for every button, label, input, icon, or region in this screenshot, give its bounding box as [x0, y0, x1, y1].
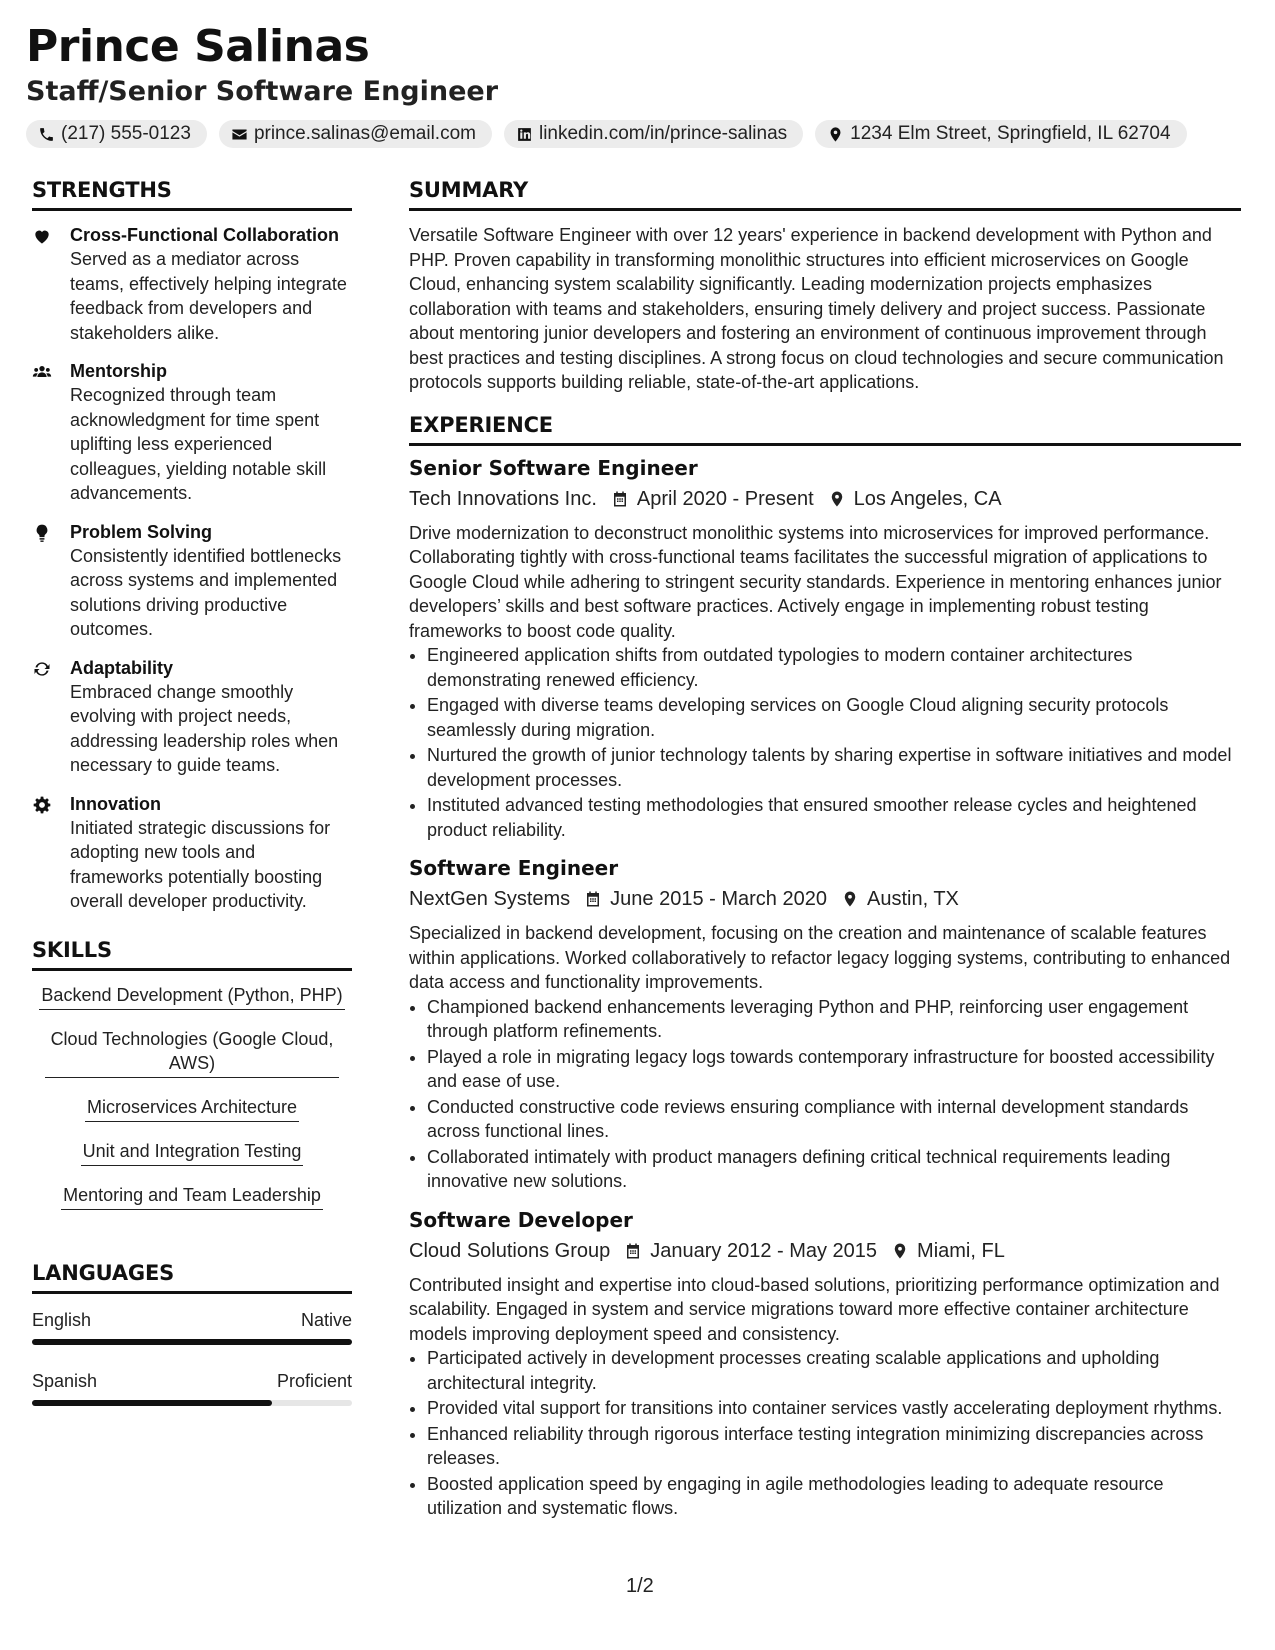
- contact-bar: [26, 120, 1256, 148]
- page-number: 1/2: [626, 1575, 654, 1597]
- strength-title: Innovation: [70, 793, 161, 814]
- contact-email-text: prince.salinas@email.com: [253, 123, 476, 144]
- summary-heading: SUMMARY: [409, 178, 1241, 211]
- job-dates: January 2012 - May 2015: [650, 1239, 878, 1262]
- contact-phone[interactable]: [26, 120, 207, 148]
- job-bullet: • Engineered application shifts from outdated typologies to modern container architectures demonstrating renewed efficiency.: [427, 643, 1241, 692]
- job-meta: [409, 485, 1241, 513]
- job-bullets: [409, 1346, 1241, 1521]
- job-title: Software Developer: [409, 1207, 633, 1232]
- job-description: Specialized in backend development, focusing on the creation and maintenance of scalable features within applications. Worked collaboratively to refactor legacy logging systems, contributing to enhanced data access and functionality improvements.: [409, 923, 1231, 992]
- strength-title: Mentorship: [70, 361, 167, 381]
- experience-heading: EXPERIENCE: [409, 413, 1241, 446]
- skill-tag: Cloud Technologies (Google Cloud, AWS): [45, 1027, 339, 1078]
- language-bar-fill: [32, 1339, 352, 1345]
- job-dates: April 2020 - Present: [636, 487, 814, 510]
- linkedin-icon: [516, 126, 533, 143]
- skill-tag: Backend Development (Python, PHP): [39, 983, 344, 1010]
- job-company: NextGen Systems: [409, 888, 571, 910]
- job-meta: [409, 885, 1241, 913]
- lightbulb-icon: [32, 523, 52, 543]
- contact-address-text: 1234 Elm Street, Springfield, IL 62704: [850, 123, 1171, 144]
- language-level: Proficient: [276, 1370, 352, 1391]
- contact-address: [815, 120, 1186, 148]
- job-entry: [409, 454, 1241, 843]
- right-column: [409, 178, 1241, 1533]
- skills-list: [32, 983, 352, 1227]
- strength-title: Problem Solving: [70, 521, 213, 542]
- strength-desc: Embraced change smoothly evolving with project needs, addressing leadership roles when necessary to guide teams.: [70, 681, 339, 775]
- language-name: English: [32, 1309, 92, 1330]
- strength-item: [32, 792, 352, 914]
- calendar-icon: [624, 1242, 642, 1260]
- job-location: Miami, FL: [917, 1239, 1005, 1262]
- job-location: Los Angeles, CA: [853, 487, 1002, 510]
- job-bullet: • Engaged with diverse teams developing services on Google Cloud aligning security protocols seamlessly during migration.: [427, 693, 1241, 742]
- summary-text: Versatile Software Engineer with over 12 years' experience in backend development with Python and PHP. Proven capability in transforming monolithic structures into efficient microservices on Google Cloud, enhancing system scalability significantly. Leading modernization projects emphasizes collaboration with teams and stakeholders, ensuring timely delivery and project success. Passionate about mentoring junior developers and fostering an environment of continuous improvement through best practices and testing disciplines. A strong focus on cloud technologies and secure communication protocols supports building reliable, state-of-the-art applications.: [409, 225, 1224, 392]
- job-bullet: • Enhanced reliability through rigorous interface testing integration minimizing discrepancies across releases.: [427, 1422, 1241, 1471]
- skill-tag: Mentoring and Team Leadership: [61, 1183, 323, 1210]
- skills-heading: SKILLS: [32, 938, 352, 971]
- strength-title: Adaptability: [70, 657, 174, 678]
- language-bar-fill: [32, 1400, 272, 1406]
- languages-heading: LANGUAGES: [32, 1261, 352, 1294]
- job-bullet: • Nurtured the growth of junior technology talents by sharing expertise in software initiatives and model development processes.: [427, 743, 1241, 792]
- job-bullet: • Conducted constructive code reviews ensuring compliance with internal development standards across functional lines.: [427, 1095, 1241, 1144]
- heart-icon: [32, 226, 52, 246]
- contact-linkedin-text: linkedin.com/in/prince-salinas: [538, 123, 788, 144]
- job-bullet: • Boosted application speed by engaging in agile methodologies leading to adequate resource utilization and systematic flows.: [427, 1472, 1241, 1521]
- calendar-icon: [584, 890, 602, 908]
- sync-icon: [32, 659, 52, 679]
- resume-header: [26, 20, 1256, 148]
- job-bullet: • Played a role in migrating legacy logs towards contemporary infrastructure for boosted accessibility and ease of use.: [427, 1045, 1241, 1094]
- strength-desc: Recognized through team acknowledgment for time spent uplifting less experienced colleagues, yielding notable skill advancements.: [70, 385, 327, 503]
- strength-item: [32, 359, 352, 506]
- job-description: Contributed insight and expertise into cloud-based solutions, prioritizing performance optimization and scalability. Engaged in system and service migrations toward more effective container architecture models improving deployment speed and consistency.: [409, 1274, 1220, 1344]
- job-bullets: [409, 995, 1241, 1194]
- contact-phone-text: (217) 555-0123: [61, 123, 191, 144]
- strength-title: Cross-Functional Collaboration: [70, 225, 340, 245]
- job-bullet: • Collaborated intimately with product managers defining critical technical requirements leading innovative new solutions.: [427, 1145, 1241, 1194]
- map-pin-icon: [841, 890, 859, 908]
- strengths-heading: STRENGTHS: [32, 178, 352, 211]
- strength-desc: Initiated strategic discussions for adopting new tools and frameworks potentially boosting overall developer productivity.: [70, 817, 331, 911]
- map-pin-icon: [891, 1242, 909, 1260]
- users-icon: [32, 362, 52, 382]
- strength-desc: Served as a mediator across teams, effectively helping integrate feedback from developers and stakeholders alike.: [70, 249, 347, 343]
- map-pin-icon: [828, 490, 846, 508]
- job-meta: [409, 1237, 1241, 1265]
- job-description: Drive modernization to deconstruct monolithic systems into microservices for improved performance. Collaborating tightly with cross-functional teams facilitates the successful migration of applications to Google Cloud while adhering to stringent security standards. Experience in mentoring enhances junior developers’ skills and best software practices. Actively engage in implementing robust testing frameworks to boost code quality.: [409, 522, 1222, 641]
- job-location: Austin, TX: [866, 888, 959, 910]
- contact-linkedin[interactable]: [504, 120, 803, 148]
- skill-tag: Unit and Integration Testing: [81, 1139, 304, 1166]
- job-bullets: [409, 643, 1241, 842]
- phone-icon: [38, 126, 55, 143]
- job-entry: [409, 1206, 1241, 1521]
- job-title: Software Engineer: [409, 856, 619, 880]
- language-level: Native: [300, 1309, 352, 1330]
- calendar-icon: [611, 490, 629, 508]
- job-bullet: • Instituted advanced testing methodologies that ensured smoother release cycles and heightened product reliability.: [427, 793, 1241, 842]
- contact-email[interactable]: [219, 120, 492, 148]
- strength-desc: Consistently identified bottlenecks across systems and implemented solutions driving productive outcomes.: [70, 545, 342, 639]
- job-bullet: • Participated actively in development processes creating scalable applications and upholding architectural integrity.: [427, 1346, 1241, 1395]
- map-pin-icon: [827, 126, 844, 143]
- left-column: [32, 178, 352, 1432]
- job-dates: June 2015 - March 2020: [610, 888, 827, 910]
- job-title: Senior Software Engineer: [409, 455, 698, 480]
- job-company: Cloud Solutions Group: [409, 1239, 611, 1262]
- language-bar: [32, 1400, 352, 1406]
- strength-item: [32, 656, 352, 778]
- language-name: Spanish: [32, 1370, 98, 1391]
- job-bullet: • Provided vital support for transitions into container services vastly accelerating deployment rhythms.: [427, 1396, 1241, 1421]
- strength-item: [32, 520, 352, 642]
- language-bar: [32, 1339, 352, 1345]
- strength-item: [32, 223, 352, 345]
- gear-icon: [32, 795, 52, 815]
- language-item: [32, 1310, 352, 1345]
- job-company: Tech Innovations Inc.: [409, 487, 597, 510]
- envelope-icon: [231, 126, 248, 143]
- job-bullet: • Championed backend enhancements leveraging Python and PHP, reinforcing user engagement through platform refinements.: [427, 995, 1241, 1044]
- skill-tag: Microservices Architecture: [85, 1095, 299, 1122]
- job-entry: [409, 854, 1241, 1194]
- candidate-title: Staff/Senior Software Engineer: [26, 76, 499, 107]
- candidate-name: Prince Salinas: [26, 21, 370, 72]
- language-item: [32, 1371, 352, 1406]
